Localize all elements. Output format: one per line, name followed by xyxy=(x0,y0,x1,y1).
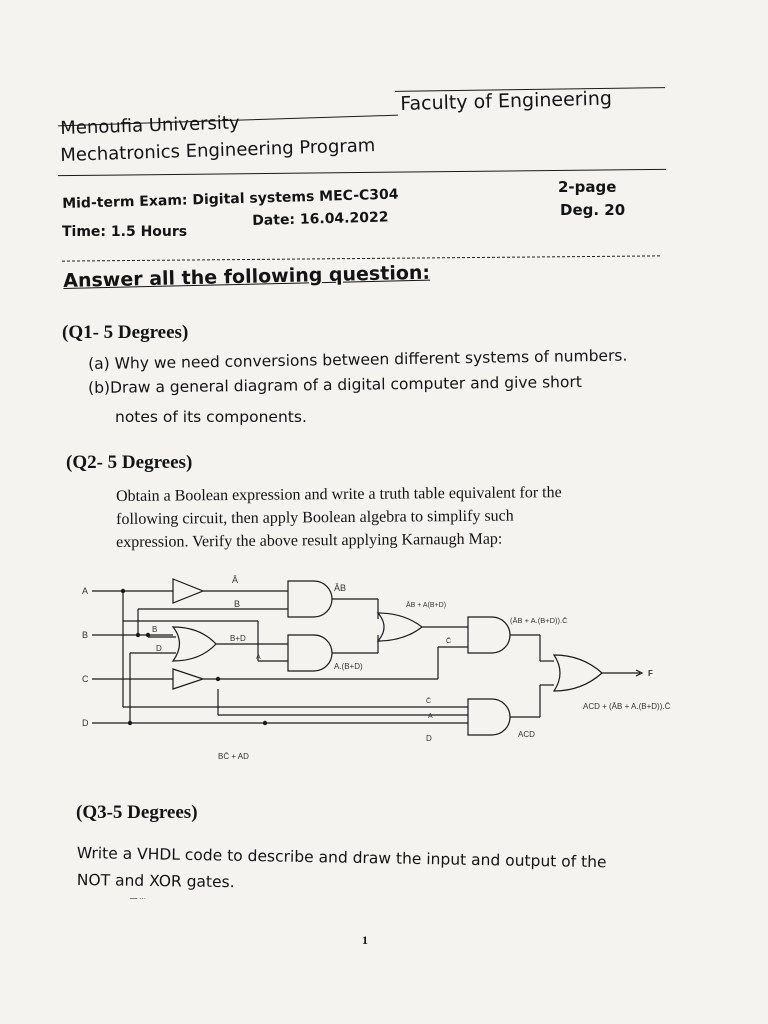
label-and3-out: (ĀB + A.(B+D)).C̄ xyxy=(510,616,568,625)
q1-part-b-continued: notes of its components. xyxy=(115,408,307,426)
label-a-in-2: A xyxy=(428,713,433,720)
exam-title: Mid-term Exam: Digital systems MEC-C304 xyxy=(62,186,399,212)
q2-heading: (Q2- 5 Degrees) xyxy=(66,452,193,473)
q3-heading: (Q3-5 Degrees) xyxy=(76,802,198,823)
label-note: BC̄ + AD xyxy=(218,752,249,761)
and-gate-3 xyxy=(468,617,510,653)
q1-part-a: (a) Why we need conversions between different systems of numbers. xyxy=(88,346,628,373)
input-label-c: C xyxy=(82,674,89,684)
or-gate-final xyxy=(554,655,602,691)
and-gate-4 xyxy=(468,699,510,735)
exam-date: Date: 16.04.2022 xyxy=(252,209,389,229)
q2-text-line: expression. Verify the above result applying Karnaugh Map: xyxy=(116,530,503,551)
label-b-plus-d: B+D xyxy=(230,634,246,643)
q2-text-line: Obtain a Boolean expression and write a truth table equivalent for the xyxy=(116,484,562,505)
university-name: Menoufia University xyxy=(60,112,240,139)
or-gate-b-d xyxy=(173,627,216,661)
q2-text-line: following circuit, then apply Boolean algebra to simplify such xyxy=(116,507,514,528)
program-name: Mechatronics Engineering Program xyxy=(60,135,376,166)
page-number: 1 xyxy=(362,933,368,947)
label-b-in: B xyxy=(152,625,158,634)
label-or1-out: ĀB + A(B+D) xyxy=(406,602,447,609)
label-d-in-2: D xyxy=(426,734,432,743)
label-c-bar-2: C̄ xyxy=(426,698,432,705)
handwritten-scribble: ـــ ... xyxy=(130,892,146,901)
label-output-f: F xyxy=(648,669,653,678)
label-a-in: A xyxy=(256,654,261,661)
and-gate-2 xyxy=(288,635,332,671)
page-count: 2-page xyxy=(558,178,617,196)
and-gate-1 xyxy=(288,581,332,617)
label-d-in: D xyxy=(156,644,162,653)
label-a-bd: A.(B+D) xyxy=(334,662,363,671)
exam-time: Time: 1.5 Hours xyxy=(62,224,188,240)
faculty-name: Faculty of Engineering xyxy=(400,87,613,115)
label-b: B xyxy=(234,599,241,609)
input-label-d: D xyxy=(82,718,89,728)
logic-circuit-diagram xyxy=(78,565,738,765)
not-gate-c xyxy=(173,669,203,689)
q3-text-line-1: Write a VHDL code to describe and draw the input and output of the xyxy=(76,844,607,872)
total-degrees: Deg. 20 xyxy=(560,201,626,219)
not-gate-a xyxy=(173,579,203,603)
label-a-bar: Ā xyxy=(232,575,239,585)
header-dashed-separator xyxy=(62,255,660,261)
q1-part-b: (b)Draw a general diagram of a digital computer and give short xyxy=(88,372,582,397)
label-c-bar: C̄ xyxy=(446,638,452,645)
instruction-heading: Answer all the following question: xyxy=(63,261,431,292)
or-gate-1 xyxy=(378,613,422,641)
label-ab-bar: ĀB xyxy=(334,583,347,593)
input-label-b: B xyxy=(82,630,89,640)
q3-text-line-2: NOT and XOR gates. xyxy=(76,871,235,892)
label-final-expression: ACD + (ĀB + A.(B+D)).C̄ xyxy=(583,702,671,711)
header-rule-mid xyxy=(58,169,666,176)
label-acd: ACD xyxy=(518,730,535,739)
q1-heading: (Q1- 5 Degrees) xyxy=(62,322,189,343)
input-label-a: A xyxy=(82,586,89,596)
